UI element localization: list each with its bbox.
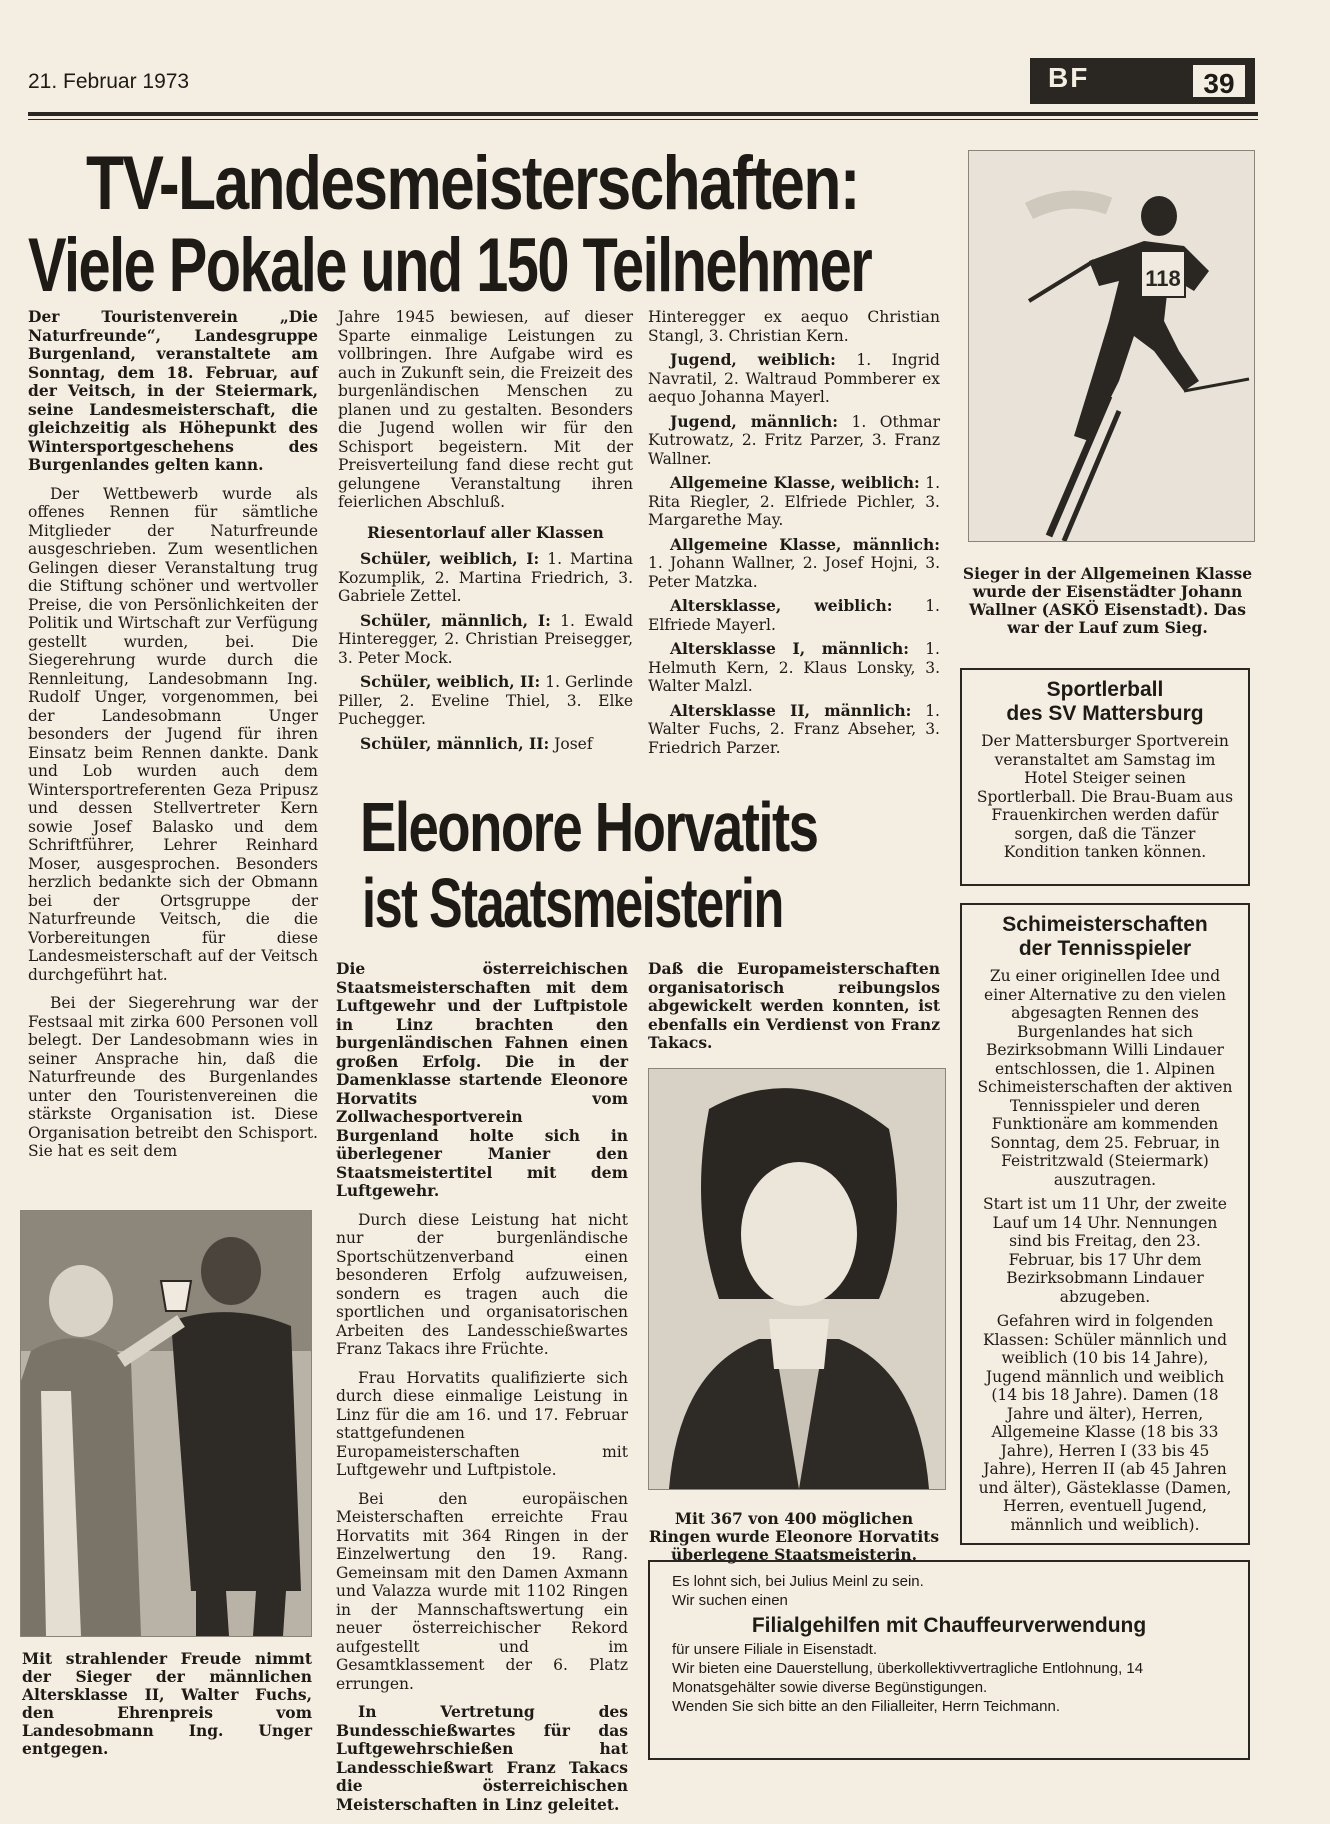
headline2-line1: Eleonore Horvatits	[360, 788, 818, 866]
headline2-line2: ist Staatsmeisterin	[362, 864, 783, 942]
schimeisterschaften-paragraph1: Zu einer originellen Idee und einer Alternative zu den vielen abgesagten Rennen des Burgenlandes hat sich Bezirksobmann Willi Lindauer entschlossen, die 1. Alpinen Schimeisterschaften der aktiven Tennisspieler und deren Funktionäre am kommenden Sonntag, dem 25. Februar, in Feistritzwald (Steiermark) auszutragen.	[977, 967, 1233, 1189]
result-entry: Altersklasse II, männlich: 1. Walter Fuchs, 2. Franz Abseher, 3. Friedrich Parzer.	[648, 700, 940, 757]
result-entry: Schüler, weiblich, I: 1. Martina Kozumplik, 2. Martina Friedrich, 3. Gabriele Zettel.	[338, 549, 633, 605]
result-entry: Schüler, weiblich, II: 1. Gerlinde Piller, 2. Eveline Thiel, 3. Elke Puchegger.	[338, 672, 634, 728]
result-entry: Jugend, männlich: 1. Othmar Kutrowatz, 2. Fritz Parzer, 3. Franz Wallner.	[648, 411, 940, 468]
article1-column3	[648, 308, 940, 763]
trophy-illustration	[21, 1211, 311, 1636]
schimeisterschaften-paragraph2: Start ist um 11 Uhr, der zweite Lauf um 14 Uhr. Nennungen sind bis Freitag, den 23. Februar, bis 17 Uhr dem Bezirksobmann Lindauer abzugeben.	[983, 1195, 1227, 1306]
results-heading: Riesentorlauf aller Klassen	[367, 522, 604, 542]
ad-line3: für unsere Filiale in Eisenstadt.	[672, 1641, 878, 1658]
bib-number: 118	[1145, 266, 1181, 291]
schimeisterschaften-title-line1: Schimeisterschaften	[1002, 913, 1208, 936]
skier-illustration	[969, 151, 1254, 541]
results-col2	[338, 550, 633, 753]
page-number: 39	[1190, 62, 1248, 100]
header-rule-thin	[28, 119, 1258, 120]
section-label: BF	[1048, 62, 1090, 93]
article1-paragraph3: Jahre 1945 bewiesen, auf dieser Sparte einmalige Leistungen zu vollbringen. Ihre Aufgabe wird es auch in Zukunft sein, die Freizeit des burgenländischen Menschen zu planen und zu gestalten. Besonders die Jugend wollen wir für den Schisport begeistern. Mit der Preisverteilung fand diese recht gut gelungene Veranstaltung ihren feierlichen Abschluß.	[338, 308, 633, 511]
sportlerball-text: Der Mattersburger Sportverein veranstaltet am Samstag im Hotel Steiger seinen Sportlerball. Die Brau-Buam aus Frauenkirchen werden dafür sorgen, daß die Tänzer Kondition tanken können.	[976, 732, 1234, 861]
article2-paragraph1: Durch diese Leistung hat nicht nur der burgenländische Sportschützenverband einen besonderen Erfolg aufzuweisen, sondern es tragen auch die sportlichen und organisatorischen Arbeiten des Landesschießwartes Franz Takacs ihre Früchte.	[336, 1210, 628, 1358]
job-advertisement	[648, 1560, 1250, 1760]
horvatits-photo	[648, 1068, 946, 1490]
trophy-photo-caption: Mit strahlender Freude nimmt der Sieger der männlichen Altersklasse II, Walter Fuchs, den Ehrenpreis vom Landesobmann Ing. Unger entgegen.	[22, 1649, 312, 1758]
headline-line2: Viele Pokale und 150 Teilnehmer	[28, 223, 872, 308]
sportlerball-title-line2: des SV Mattersburg	[1006, 702, 1204, 725]
sportlerball-title-line1: Sportlerball	[1046, 678, 1164, 701]
article1-column2	[338, 308, 633, 759]
result-entry: Schüler, männlich, II: Josef	[360, 733, 593, 753]
result-entry: Altersklasse I, männlich: 1. Helmuth Kern, 2. Klaus Lonsky, 3. Walter Malzl.	[648, 639, 940, 695]
ad-line5: Wenden Sie sich bitte an den Filialleiter, Herrn Teichmann.	[672, 1698, 1060, 1715]
article2-paragraph4: In Vertretung des Bundesschießwartes für das Luftgewehrschießen hat Landesschießwart Franz Takacs die österreichischen Meisterschaften in Linz geleitet.	[336, 1702, 628, 1814]
schimeisterschaften-title-line2: der Tennisspieler	[1018, 937, 1192, 960]
ad-line2: Wir suchen einen	[672, 1592, 788, 1609]
horvatits-caption: Mit 367 von 400 möglichen Ringen wurde Eleonore Horvatits überlegene Staatsmeisterin.	[648, 1509, 940, 1564]
article1-paragraph1: Der Wettbewerb wurde als offenes Rennen für sämtliche Mitglieder der Naturfreunde ausgeschrieben. Zum wesentlichen Gelingen dieser Veranstaltung trug die Stiftung schöner und wertvoller Preise, die von Persönlichkeiten der Politik und Wirtschaft zur Verfügung gestellt wurden, bei. Die Siegerehrung wurde durch die Rennleitung, Landesobmann Ing. Rudolf Unger, vorgenommen, bei der Landesobmann Unger besonders der Jugend für ihren Einsatz beim Rennen dankte. Dank und Lob wurden auch dem Wintersportreferenten Geza Pripusz und dessen Stellvertreter Kern sowie Josef Balasko und dem Schriftführer, Lehrer Reinhard Moser, ausgesprochen. Besonders herzlich bedankte sich der Obmann bei der Ortsgruppe der Naturfreunde Veitsch, die die Vorbereitungen für diese Landesmeisterschaft auf der Veitsch durchgeführt hat.	[28, 484, 318, 984]
headline-line1: TV-Landesmeisterschaften:	[86, 141, 859, 226]
article2-paragraph3: Bei den europäischen Meisterschaften erreichte Frau Horvatits mit 364 Ringen in der Einzelwertung den 19. Rang. Gemeinsam mit den Damen Axmann und Valazza wurde mit 1102 Ringen in der Mannschaftswertung ein neuer österreichischer Rekord aufgestellt und im Gesamtklassement der 6. Platz errungen.	[336, 1489, 628, 1693]
article2-column2: Daß die Europameisterschaften organisatorisch reibungslos abgewickelt werden konnten, ist ebenfalls ein Verdienst von Franz Takacs.	[648, 959, 940, 1052]
article2-paragraph2: Frau Horvatits qualifizierte sich durch diese einmalige Leistung in Linz für die am 16. und 17. Februar stattgefundenen Europameisterschaften mit Luftgewehr und Luftpistole.	[336, 1368, 628, 1479]
result-entry: Allgemeine Klasse, weiblich: 1. Rita Riegler, 2. Elfriede Pichler, 3. Margarethe May.	[648, 473, 940, 529]
ad-line4: Wir bieten eine Dauerstellung, überkollektivvertragliche Entlohnung, 14 Monatsgehälter sowie diverse Begünstigungen.	[672, 1660, 1144, 1696]
result-entry: Allgemeine Klasse, männlich: 1. Johann Wallner, 2. Josef Hojni, 3. Peter Matzka.	[648, 534, 940, 591]
header-rule	[28, 112, 1258, 116]
article1-column1	[28, 308, 318, 1171]
article1-paragraph2: Bei der Siegerehrung war der Festsaal mit zirka 600 Personen voll belegt. Der Landesobmann wies in seiner Ansprache hin, daß die Naturfreunde des Burgenlandes unter den Touristenvereinen die stärkste Organisation ist. Diese Organisation betreibt den Schisport. Sie hat es seit dem	[28, 994, 318, 1160]
sportlerball-box	[960, 668, 1250, 886]
skier-caption: Sieger in der Allgemeinen Klasse wurde der Eisenstädter Johann Wallner (ASKÖ Eisenstadt). Das war der Lauf zum Sieg.	[962, 564, 1253, 637]
results-col3-intro: Hinteregger ex aequo Christian Stangl, 3. Christian Kern.	[648, 308, 940, 345]
trophy-photo	[20, 1210, 312, 1637]
result-entry: Jugend, weiblich: 1. Ingrid Navratil, 2. Waltraud Pommberer ex aequo Johanna Mayerl.	[648, 350, 940, 406]
skier-photo	[968, 150, 1255, 542]
issue-date: 21. Februar 1973	[28, 70, 190, 93]
article2-column1	[336, 960, 628, 1824]
schimeisterschaften-paragraph3: Gefahren wird in folgenden Klassen: Schüler männlich und weiblich (10 bis 14 Jahre), Jugend männlich und weiblich (14 bis 18 Jahre). Damen (18 Jahre und älter), Herren, Allgemeine Klasse (18 bis 33 Jahre), Herren I (33 bis 45 Jahre), Herren II (ab 45 Jahren und älter), Gästeklasse (Damen, Herren, eventuell Jugend, männlich und weiblich).	[978, 1312, 1232, 1534]
result-entry: Schüler, männlich, I: 1. Ewald Hinteregger, 2. Christian Preisegger, 3. Peter Mock.	[338, 610, 633, 667]
article1-lead: Der Touristenverein „Die Naturfreunde“, Landesgruppe Burgenland, veranstaltete am Sonntag, dem 18. Februar, auf der Veitsch, in der Steiermark, seine Landesmeisterschaft, die gleichzeitig als Höhepunkt des Wintersportgeschehens des Burgenlandes gelten kann.	[28, 307, 318, 474]
portrait-illustration	[649, 1069, 945, 1489]
result-entry: Altersklasse, weiblich: 1. Elfriede Mayerl.	[648, 596, 940, 634]
article2-lead: Die österreichischen Staatsmeisterschaften mit dem Luftgewehr und der Luftpistole in Linz brachten den burgenländischen Fahnen einen großen Erfolg. Die in der Damenklasse startende Eleonore Horvatits vom Zollwachesportverein Burgenland holte sich in überlegener Manier den Staatsmeistertitel mit dem Luftgewehr.	[336, 959, 628, 1200]
schimeisterschaften-box	[960, 903, 1250, 1545]
ad-line1: Es lohnt sich, bei Julius Meinl zu sein.	[672, 1573, 924, 1590]
ad-title: Filialgehilfen mit Chauffeurverwendung	[751, 1614, 1147, 1637]
